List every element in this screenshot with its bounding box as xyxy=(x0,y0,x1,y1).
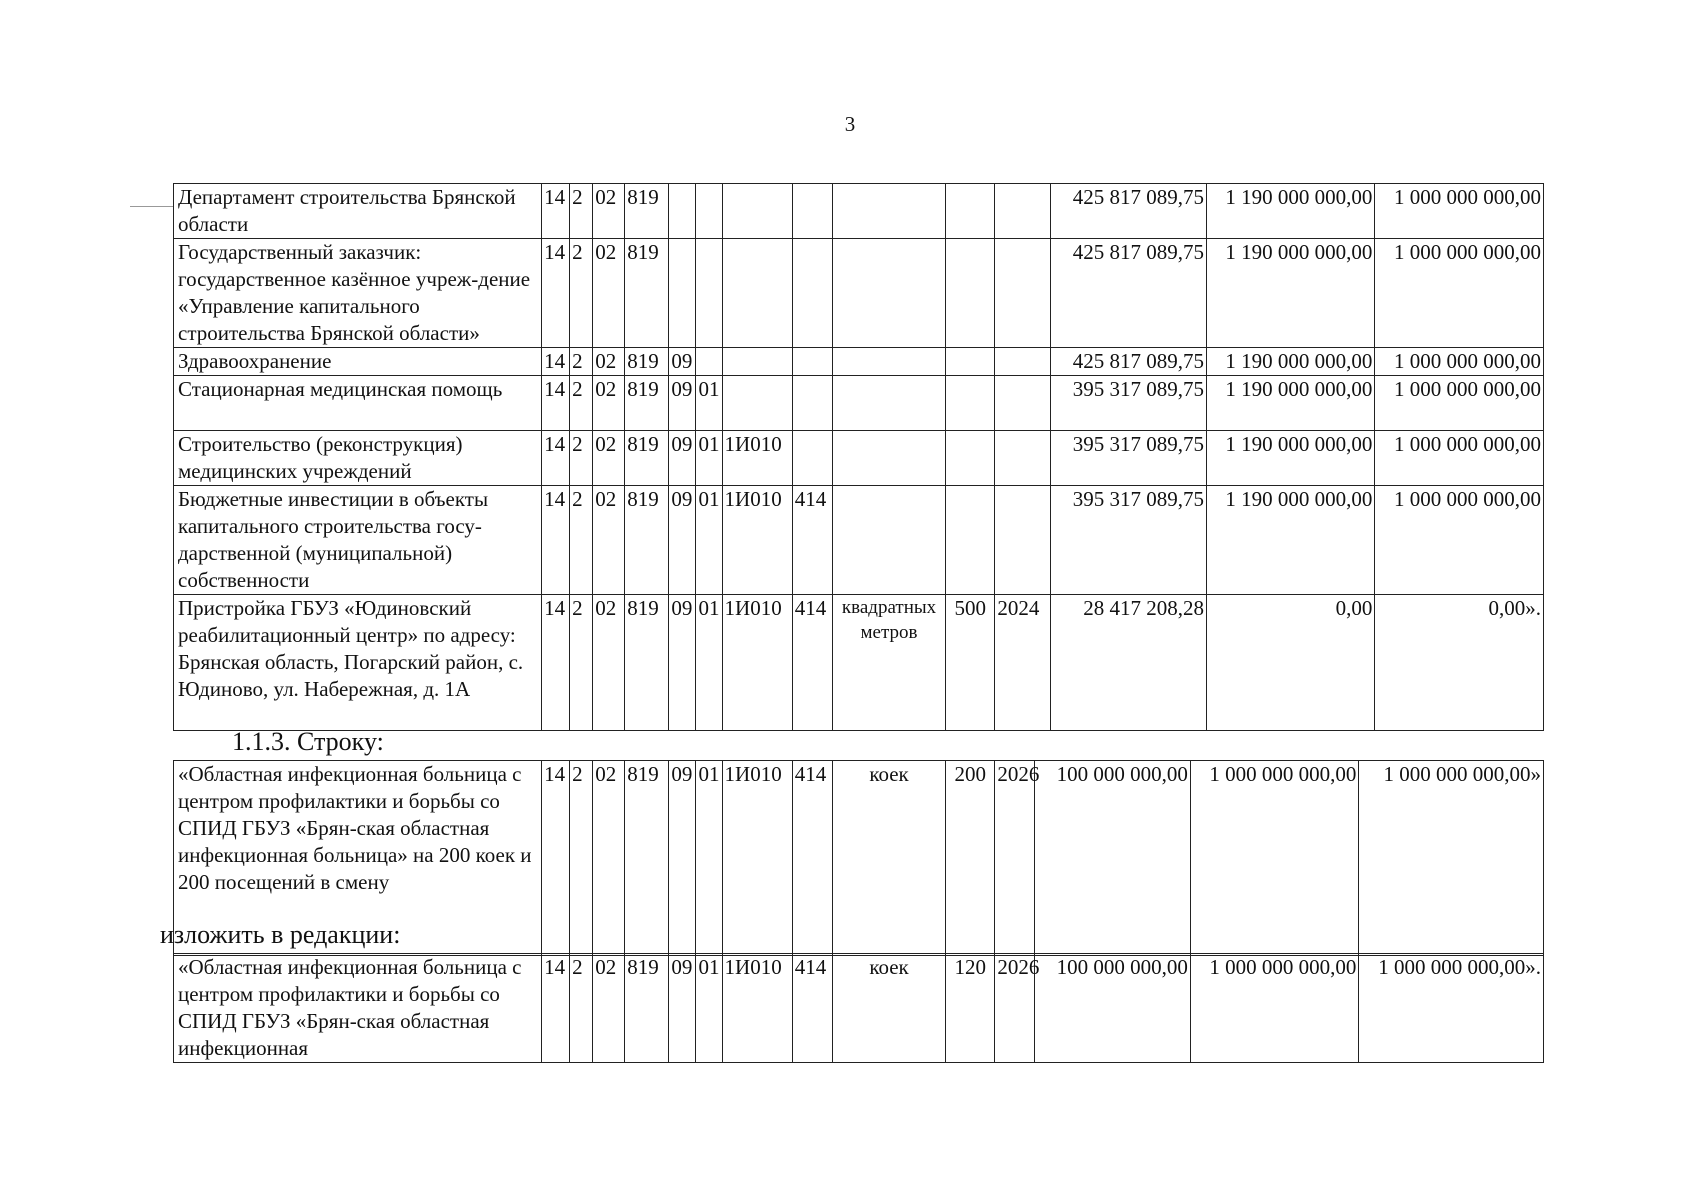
cell-name: Стационарная медицинская помощь xyxy=(174,376,542,431)
cell-code xyxy=(696,184,722,239)
cell-code xyxy=(722,239,792,348)
cell-sum: 1 190 000 000,00 xyxy=(1206,184,1374,239)
cell-sum: 1 000 000 000,00 xyxy=(1190,954,1358,1063)
budget-table xyxy=(173,183,1544,731)
cell-code: 1И010 xyxy=(722,954,792,1063)
cell-code xyxy=(792,376,832,431)
cell-quantity xyxy=(946,486,995,595)
table-row xyxy=(174,595,1544,731)
cell-year xyxy=(995,239,1051,348)
cell-sum: 1 000 000 000,00» xyxy=(1359,761,1544,956)
cell-code: 2 xyxy=(570,184,593,239)
cell-unit xyxy=(832,431,945,486)
cell-code: 09 xyxy=(669,761,696,956)
cell-sum: 425 817 089,75 xyxy=(1051,348,1206,376)
cell-year xyxy=(995,431,1051,486)
cell-code: 09 xyxy=(669,595,696,731)
cell-code: 02 xyxy=(593,348,625,376)
table-row xyxy=(174,376,1544,431)
cell-code: 14 xyxy=(542,376,570,431)
cell-quantity: 200 xyxy=(946,761,995,956)
cell-code xyxy=(722,348,792,376)
cell-code: 02 xyxy=(593,486,625,595)
cell-sum: 1 000 000 000,00 xyxy=(1375,239,1544,348)
cell-sum: 100 000 000,00 xyxy=(1035,761,1190,956)
table-row xyxy=(174,954,1544,1063)
table-row xyxy=(174,184,1544,239)
cell-sum: 425 817 089,75 xyxy=(1051,239,1206,348)
cell-name: Департамент строительства Брянской области xyxy=(174,184,542,239)
cell-sum: 1 000 000 000,00 xyxy=(1375,486,1544,595)
cell-code: 01 xyxy=(696,761,722,956)
cell-code xyxy=(669,239,696,348)
table-row xyxy=(174,486,1544,595)
cell-name: Бюджетные инвестиции в объекты капитального строительства госу-дарственной (муниципальной) собственности xyxy=(174,486,542,595)
new-row-table xyxy=(173,953,1544,1063)
cell-code xyxy=(792,348,832,376)
cell-code: 819 xyxy=(625,184,669,239)
cell-code: 1И010 xyxy=(722,761,792,956)
cell-code: 09 xyxy=(669,431,696,486)
cell-code xyxy=(792,184,832,239)
cell-code: 819 xyxy=(625,431,669,486)
cell-code: 14 xyxy=(542,184,570,239)
cell-unit xyxy=(832,184,945,239)
paragraph-edit-statement: изложить в редакции: xyxy=(160,920,401,949)
cell-code: 2 xyxy=(570,376,593,431)
cell-sum: 395 317 089,75 xyxy=(1051,431,1206,486)
cell-quantity xyxy=(946,239,995,348)
table-row xyxy=(174,348,1544,376)
cell-code: 2 xyxy=(570,595,593,731)
cell-unit: коек xyxy=(832,761,945,956)
cell-code: 819 xyxy=(625,376,669,431)
cell-code: 02 xyxy=(593,376,625,431)
cell-code: 01 xyxy=(696,595,722,731)
cell-code: 2 xyxy=(570,239,593,348)
cell-sum: 1 000 000 000,00 xyxy=(1375,184,1544,239)
cell-code: 1И010 xyxy=(722,595,792,731)
cell-code: 14 xyxy=(542,486,570,595)
cell-code xyxy=(792,431,832,486)
cell-code: 14 xyxy=(542,954,570,1063)
cell-unit: квадратных метров xyxy=(832,595,945,731)
cell-sum: 1 000 000 000,00 xyxy=(1375,348,1544,376)
cell-sum: 0,00». xyxy=(1375,595,1544,731)
cell-code: 414 xyxy=(792,486,832,595)
cell-sum: 28 417 208,28 xyxy=(1051,595,1206,731)
cell-code xyxy=(722,184,792,239)
cell-sum: 1 000 000 000,00». xyxy=(1359,954,1544,1063)
table-row xyxy=(174,239,1544,348)
cell-unit: коек xyxy=(832,954,945,1063)
cell-code: 01 xyxy=(696,376,722,431)
table-row xyxy=(174,431,1544,486)
cell-name: Государственный заказчик: государственное казённое учреж-дение «Управление капитального строительства Брянской области» xyxy=(174,239,542,348)
cell-code: 2 xyxy=(570,761,593,956)
cell-quantity xyxy=(946,348,995,376)
cell-code xyxy=(696,239,722,348)
cell-code: 09 xyxy=(669,376,696,431)
cell-code: 02 xyxy=(593,184,625,239)
cell-unit xyxy=(832,348,945,376)
cell-quantity xyxy=(946,184,995,239)
cell-code: 02 xyxy=(593,431,625,486)
cell-code: 1И010 xyxy=(722,431,792,486)
paragraph-line-1-1-3: 1.1.3. Строку: xyxy=(232,727,384,756)
cell-code: 14 xyxy=(542,761,570,956)
page-number: 3 xyxy=(844,112,856,136)
cell-sum: 0,00 xyxy=(1206,595,1374,731)
cell-code: 1И010 xyxy=(722,486,792,595)
cell-sum: 395 317 089,75 xyxy=(1051,486,1206,595)
cell-sum: 1 190 000 000,00 xyxy=(1206,431,1374,486)
cell-code: 819 xyxy=(625,348,669,376)
cell-name: Строительство (реконструкция) медицинских учреждений xyxy=(174,431,542,486)
cell-code: 14 xyxy=(542,595,570,731)
cell-sum: 1 000 000 000,00 xyxy=(1375,376,1544,431)
cell-quantity xyxy=(946,376,995,431)
cell-name: Здравоохранение xyxy=(174,348,542,376)
cell-sum: 1 190 000 000,00 xyxy=(1206,376,1374,431)
cell-code: 02 xyxy=(593,954,625,1063)
cell-code: 14 xyxy=(542,431,570,486)
cell-year xyxy=(995,376,1051,431)
cell-name: «Областная инфекционная больница с центром профилактики и борьбы со СПИД ГБУЗ «Брян-ская областная инфекционная больница» на 200 коек и 200 посещений в смену xyxy=(174,761,542,956)
cell-code: 01 xyxy=(696,954,722,1063)
cell-year xyxy=(995,348,1051,376)
cell-name: Пристройка ГБУЗ «Юдиновский реабилитационный центр» по адресу: Брянская область, Погарский район, с. Юдиново, ул. Набережная, д. 1А xyxy=(174,595,542,731)
cell-code xyxy=(696,348,722,376)
cell-code: 02 xyxy=(593,595,625,731)
cell-sum: 425 817 089,75 xyxy=(1051,184,1206,239)
cell-year xyxy=(995,486,1051,595)
cell-sum: 100 000 000,00 xyxy=(1035,954,1190,1063)
cell-quantity: 500 xyxy=(946,595,995,731)
cell-code xyxy=(792,239,832,348)
cell-code: 819 xyxy=(625,486,669,595)
cell-code: 414 xyxy=(792,954,832,1063)
cell-code: 01 xyxy=(696,431,722,486)
cell-code: 02 xyxy=(593,239,625,348)
cell-year: 2024 xyxy=(995,595,1051,731)
cell-name: «Областная инфекционная больница с центром профилактики и борьбы со СПИД ГБУЗ «Брян-ская областная инфекционная xyxy=(174,954,542,1063)
cell-year: 2026 xyxy=(995,954,1035,1063)
cell-sum: 1 000 000 000,00 xyxy=(1190,761,1358,956)
cell-code: 09 xyxy=(669,486,696,595)
cell-year xyxy=(995,184,1051,239)
cell-unit xyxy=(832,376,945,431)
cell-quantity xyxy=(946,431,995,486)
scan-hairline xyxy=(130,206,174,207)
cell-code: 819 xyxy=(625,954,669,1063)
cell-unit xyxy=(832,239,945,348)
cell-code: 819 xyxy=(625,239,669,348)
cell-code: 2 xyxy=(570,431,593,486)
cell-code: 02 xyxy=(593,761,625,956)
cell-code: 01 xyxy=(696,486,722,595)
cell-code: 2 xyxy=(570,954,593,1063)
cell-sum: 1 190 000 000,00 xyxy=(1206,486,1374,595)
cell-year: 2026 xyxy=(995,761,1035,956)
cell-unit xyxy=(832,486,945,595)
cell-code: 819 xyxy=(625,595,669,731)
cell-quantity: 120 xyxy=(946,954,995,1063)
cell-sum: 395 317 089,75 xyxy=(1051,376,1206,431)
cell-code: 414 xyxy=(792,595,832,731)
cell-code: 819 xyxy=(625,761,669,956)
cell-code: 09 xyxy=(669,954,696,1063)
cell-code: 14 xyxy=(542,239,570,348)
cell-code xyxy=(722,376,792,431)
cell-code: 2 xyxy=(570,348,593,376)
cell-code: 414 xyxy=(792,761,832,956)
cell-code: 2 xyxy=(570,486,593,595)
cell-code: 14 xyxy=(542,348,570,376)
cell-code: 09 xyxy=(669,348,696,376)
budget-table-body xyxy=(174,184,1544,731)
cell-sum: 1 190 000 000,00 xyxy=(1206,348,1374,376)
cell-code xyxy=(669,184,696,239)
cell-sum: 1 000 000 000,00 xyxy=(1375,431,1544,486)
cell-sum: 1 190 000 000,00 xyxy=(1206,239,1374,348)
